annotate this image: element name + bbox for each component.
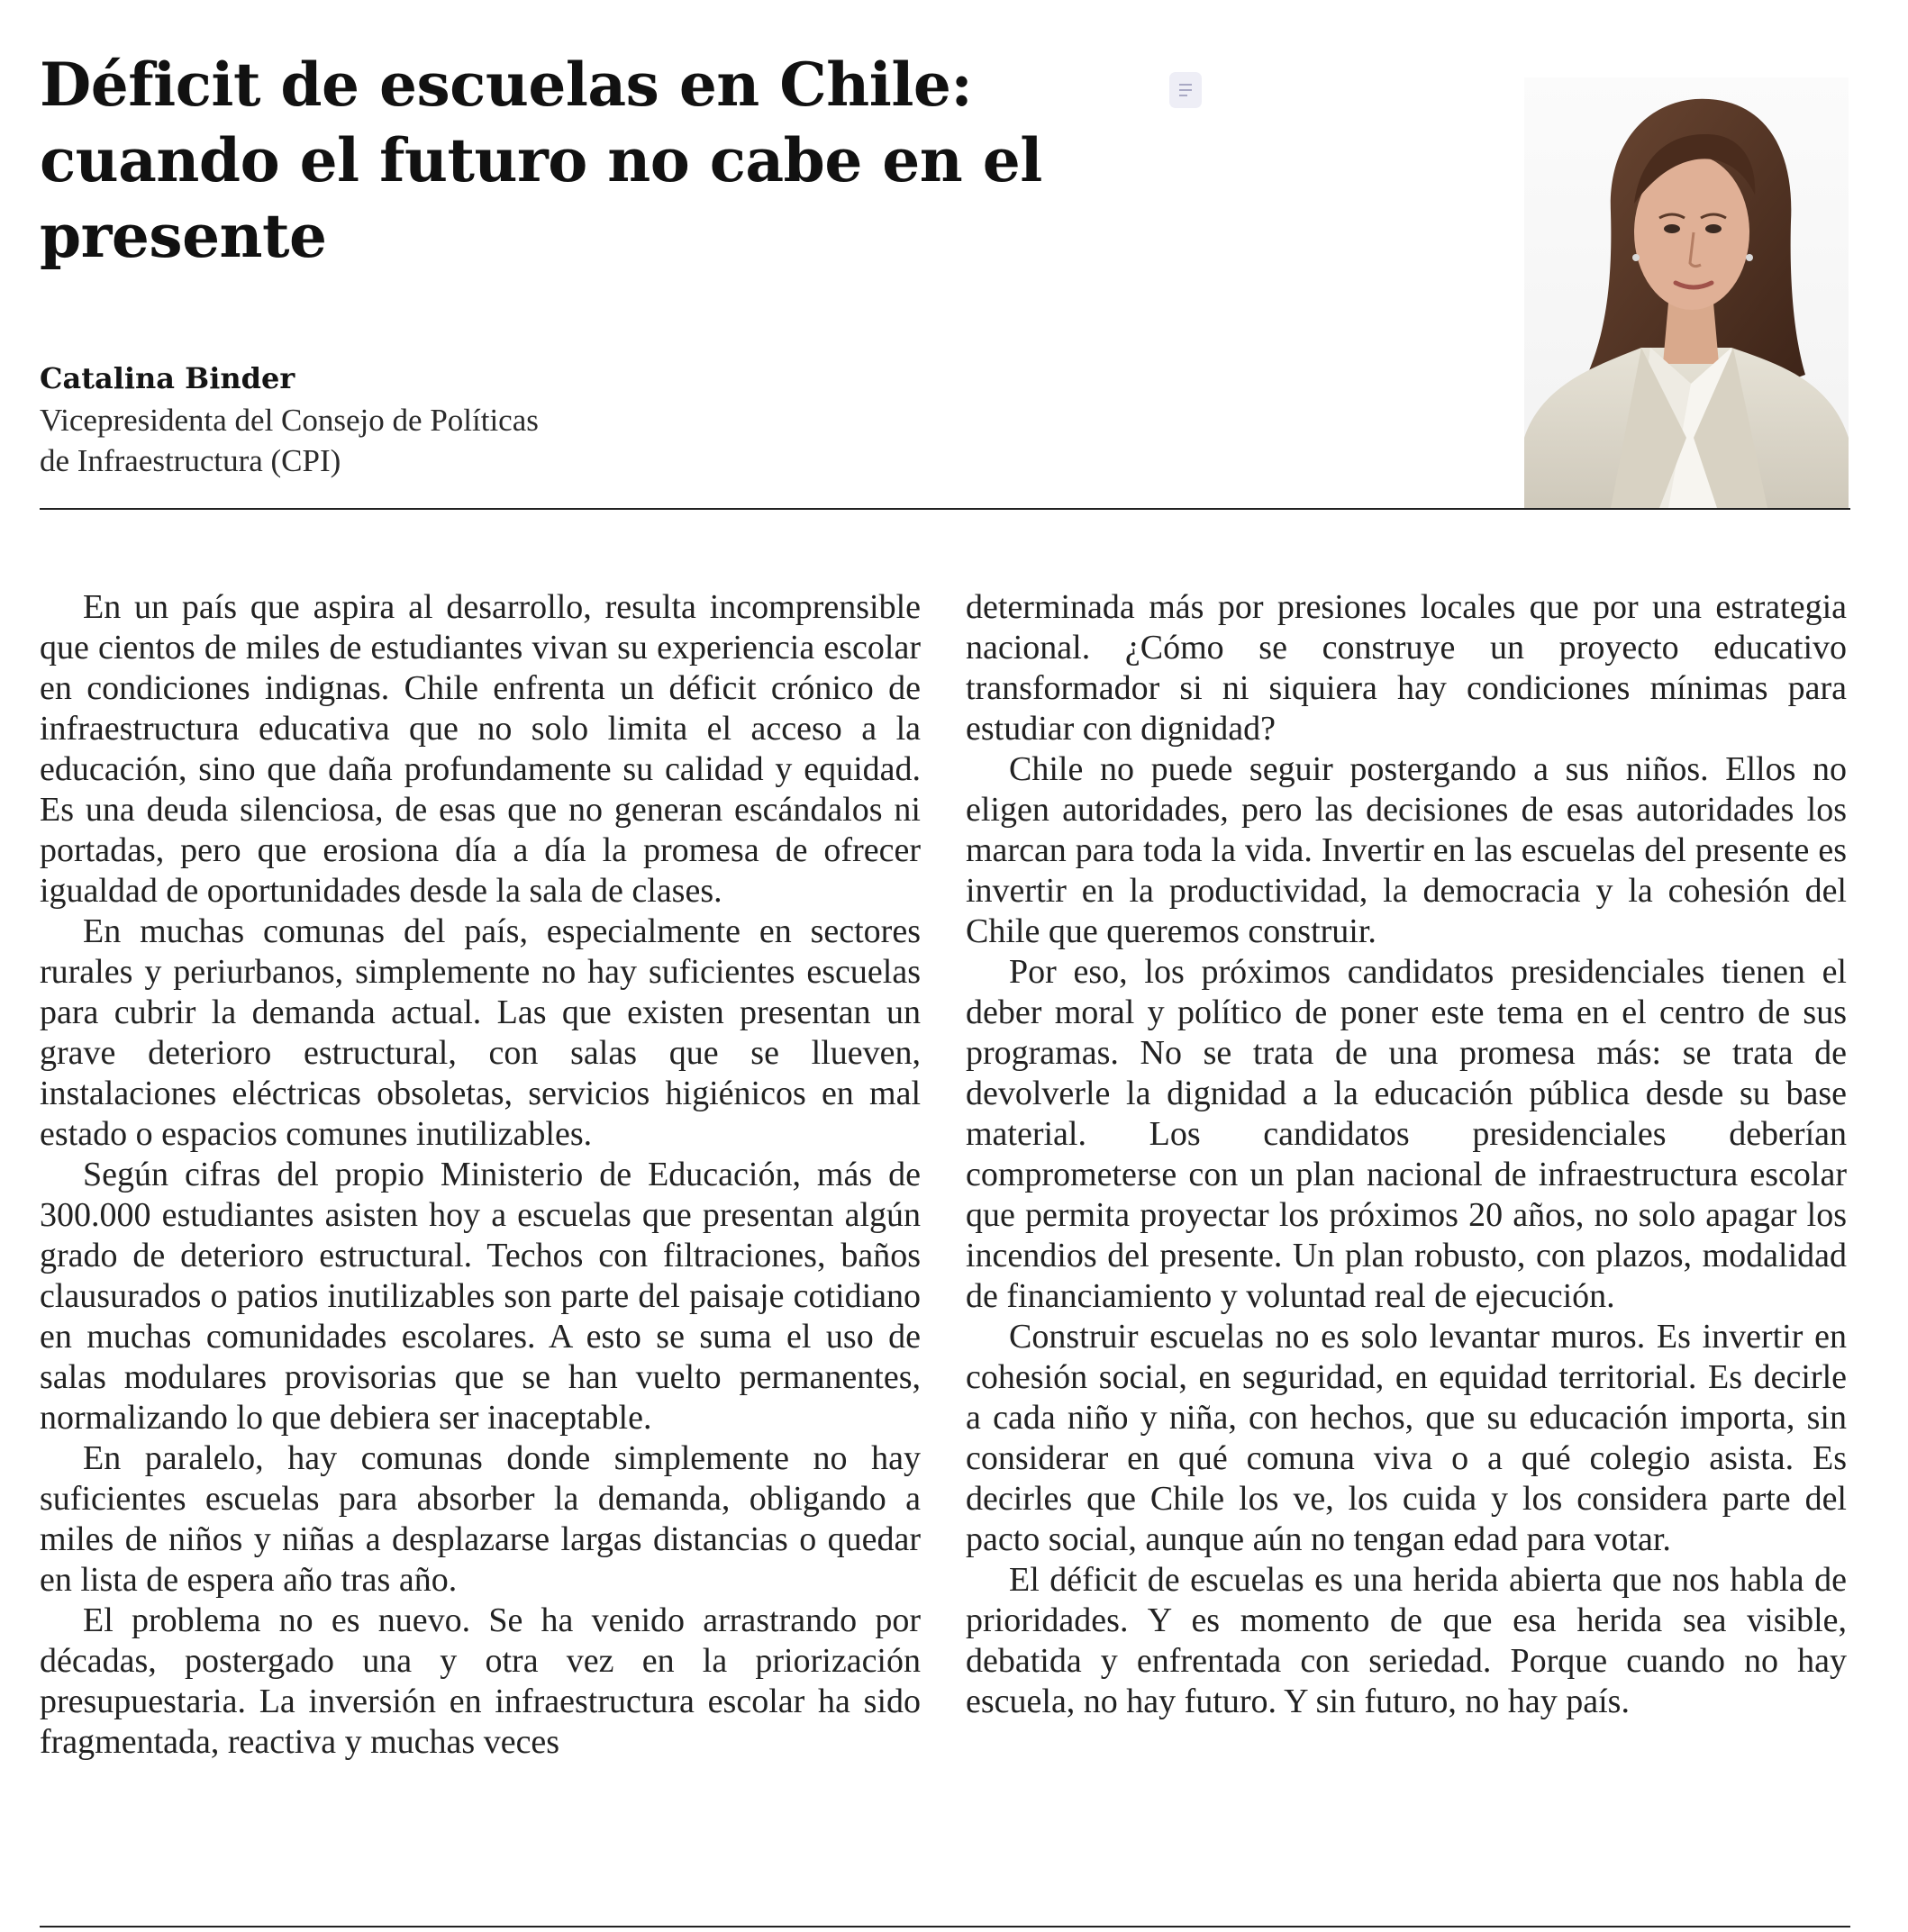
article-paragraph: Chile no puede seguir postergando a sus niños. Ellos no eligen autoridades, pero las decisiones de esas autoridades los marcan para toda la vida. Invertir en las escuelas del presente es invertir en la productividad, la democracia y la cohesión del Chile que queremos construir.: [966, 750, 1847, 950]
article-column-right: [966, 587, 1847, 1722]
author-photo-illustration: [1524, 77, 1849, 508]
article-paragraph: En un país que aspira al desarrollo, resulta incomprensible que cientos de miles de estudiantes vivan su experiencia escolar en condiciones indignas. Chile enfrenta un déficit crónico de infraestructura educativa que no solo limita el acceso a la educación, sino que daña profundamente su calidad y equidad. Es una deuda silenciosa, de esas que no generan escándalos ni portadas, pero que erosiona día a día la promesa de ofrecer igualdad de oportunidades desde la sala de clases.: [40, 588, 921, 910]
article-paragraph: Por eso, los próximos candidatos presidenciales tienen el deber moral y político de poner este tema en el centro de sus programas. No se trata de una promesa más: se trata de devolverle la dignidad a la educación pública desde su base material. Los candidatos presidenciales deberían comprometerse con un plan nacional de infraestructura escolar que permita proyectar los próximos 20 años, no solo apagar los incendios del presente. Un plan robusto, con plazos, modalidad de financiamiento y voluntad real de ejecución.: [966, 953, 1847, 1315]
article-paragraph: Según cifras del propio Ministerio de Educación, más de 300.000 estudiantes asisten hoy a escuelas que presentan algún grado de deterioro estructural. Techos con filtraciones, baños clausurados o patios inutilizables son parte del paisaje cotidiano en muchas comunidades escolares. A esto se suma el uso de salas modulares provisorias que se han vuelto permanentes, normalizando lo que debiera ser inaceptable.: [40, 1156, 921, 1437]
author-portrait: [1524, 77, 1849, 508]
headline: Déficit de escuelas en Chile: cuando el futuro no cabe en el presente: [40, 50, 1042, 271]
article-paragraph: El déficit de escuelas es una herida abierta que nos habla de prioridades. Y es momento de que esa herida sea visible, debatida y enfrentada con seriedad. Porque cuando no hay escuela, no hay futuro. Y sin futuro, no hay país.: [966, 1561, 1847, 1720]
note-line: [1179, 95, 1187, 96]
bottom-divider: [40, 1926, 1850, 1927]
note-lines-icon[interactable]: [1169, 72, 1202, 108]
author-name: Catalina Binder: [40, 361, 295, 395]
author-role-line: Vicepresidenta del Consejo de Políticas: [40, 403, 539, 438]
article-paragraph: En muchas comunas del país, especialmente en sectores rurales y periurbanos, simplemente no hay suficientes escuelas para cubrir la demanda actual. Las que existen presentan un grave deterioro estructural, con salas que se llueven, instalaciones eléctricas obsoletas, servicios higiénicos en mal estado o espacios comunes inutilizables.: [40, 912, 921, 1153]
article-column-left: [40, 587, 921, 1763]
article-paragraph-continued: determinada más por presiones locales que por una estrategia nacional. ¿Cómo se construye un proyecto educativo transformador si ni siquiera hay condiciones mínimas para estudiar con dignidad?: [966, 588, 1847, 748]
article-paragraph: En paralelo, hay comunas donde simplemente no hay suficientes escuelas para absorber la demanda, obligando a miles de niños y niñas a desplazarse largas distancias o quedar en lista de espera año tras año.: [40, 1439, 921, 1599]
byline: [40, 357, 760, 481]
author-role-line: de Infraestructura (CPI): [40, 443, 341, 478]
note-line: [1179, 89, 1192, 91]
top-divider: [40, 508, 1850, 510]
article-paragraph: El problema no es nuevo. Se ha venido arrastrando por décadas, postergado una y otra vez en la priorización presupuestaria. La inversión en infraestructura escolar ha sido fragmentada, reactiva y muchas veces: [40, 1601, 921, 1761]
note-line: [1179, 84, 1192, 86]
article-paragraph: Construir escuelas no es solo levantar muros. Es invertir en cohesión social, en seguridad, en equidad territorial. Es decirle a cada niño y niña, con hechos, que su educación importa, sin considerar en qué comuna viva o a qué colegio asista. Es decirles que Chile los ve, los cuida y los considera parte del pacto social, aunque aún no tengan edad para votar.: [966, 1318, 1847, 1558]
